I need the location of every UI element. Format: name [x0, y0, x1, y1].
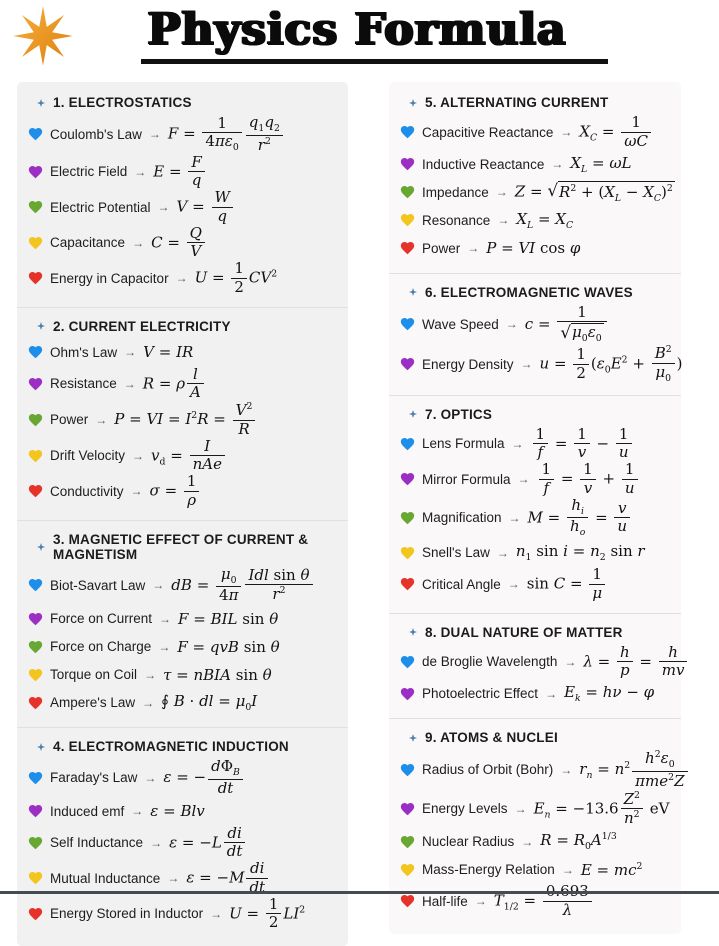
blue-heart-icon: [399, 124, 416, 140]
section-title: 9. ATOMS & NUCLEI: [425, 730, 558, 745]
green-heart-icon: [27, 835, 44, 851]
red-heart-icon: [27, 695, 44, 711]
formula-math: $X_C$ = $\frac{1}{\omega C}$: [579, 115, 653, 150]
formula-math: E = $\frac{F}{q}$: [153, 155, 206, 190]
formula-row-impedance: [399, 179, 673, 206]
formula-row-drift-velocity: [27, 436, 340, 474]
arrow-icon: →: [134, 164, 147, 179]
formula-label: Force on Current: [50, 611, 153, 626]
formula-math: $E_k = h\nu - \varphi$: [564, 683, 655, 704]
formula-row-electric-field: [27, 152, 340, 190]
section-header: [409, 407, 673, 422]
formula-math: U = $\frac{1}{2}$ $LI^2$: [229, 894, 306, 932]
green-heart-icon: [27, 199, 44, 215]
arrow-icon: →: [514, 801, 527, 816]
arrow-icon: →: [496, 545, 509, 560]
purple-heart-icon: [27, 611, 44, 627]
formula-label: Energy Density: [422, 356, 514, 372]
formula-math: λ = $\frac{h}{p}$ = $\frac{h}{mv}$: [583, 645, 689, 680]
section-title: 2. CURRENT ELECTRICITY: [53, 318, 231, 334]
formula-row-resistance: [27, 364, 340, 402]
arrow-icon: →: [560, 762, 573, 777]
arrow-icon: →: [175, 271, 188, 286]
formula-row-half-life: [399, 884, 673, 919]
formula-label: Critical Angle: [422, 576, 501, 592]
formula-row-critical-angle: [399, 567, 673, 602]
formula-math: M = $\frac{h_i}{h_o}$ = $\frac{v}{u}$: [528, 498, 633, 539]
formula-label: Torque on Coil: [50, 667, 138, 682]
formula-row-power: [399, 235, 673, 262]
formula-row-ohm-s-law: [27, 339, 340, 366]
formula-label: Induced emf: [50, 803, 125, 819]
arrow-icon: →: [497, 213, 510, 227]
page-header: [0, 0, 719, 82]
formula-math: sin C = $\frac{1}{\mu}$: [527, 567, 607, 602]
formula-label: Electric Potential: [50, 199, 151, 215]
section-header: [37, 95, 340, 110]
arrow-icon: →: [150, 835, 163, 850]
sparkle-bullet-icon: [37, 322, 45, 330]
arrow-icon: →: [144, 770, 157, 785]
formula-label: Power: [50, 412, 89, 428]
arrow-icon: →: [521, 834, 534, 849]
purple-heart-icon: [27, 376, 44, 392]
formula-row-radius-of-orbit-bohr: [399, 749, 685, 790]
formula-math: u = $\frac{1}{2}$ ($\varepsilon_0E^2$ + $\frac{B^2}{\mu_0}$ ): [539, 344, 683, 384]
yellow-heart-icon: [27, 235, 44, 251]
formula-label: Nuclear Radius: [422, 834, 515, 849]
sparkle-bullet-icon: [409, 628, 417, 636]
arrow-icon: →: [152, 578, 165, 593]
section-header: [37, 319, 340, 334]
formula-row-ampere-s-law: [27, 689, 340, 716]
formula-label: Magnification: [422, 510, 502, 526]
arrow-icon: →: [508, 510, 521, 525]
arrow-icon: →: [474, 894, 487, 909]
formula-label: Ampere's Law: [50, 695, 136, 710]
red-heart-icon: [399, 893, 416, 909]
formula-row-snell-s-law: [399, 539, 673, 566]
formula-label: Energy Stored in Inductor: [50, 906, 204, 922]
sparkle-bullet-icon: [37, 743, 45, 751]
arrow-icon: →: [210, 906, 223, 921]
formula-math: V = IR: [143, 343, 194, 361]
sparkle-bullet-icon: [37, 99, 45, 107]
formula-math: c = 1 √ $\mu_0\varepsilon_0$: [525, 305, 609, 345]
formula-math: F = qvB sin θ: [177, 637, 280, 656]
formula-math: σ = $\frac{1}{\rho}$: [150, 474, 202, 509]
formula-label: Electric Field: [50, 164, 128, 180]
arrow-icon: →: [148, 127, 161, 142]
formula-row-energy-levels: [399, 791, 673, 828]
formula-label: Force on Charge: [50, 639, 152, 654]
yellow-heart-icon: [399, 212, 416, 228]
section-title: 6. ELECTROMAGNETIC WAVES: [425, 284, 633, 300]
formula-math: $T_{1/2}$ = $\frac{0.693}{\lambda}$: [494, 884, 594, 919]
arrow-icon: →: [131, 804, 144, 818]
arrow-icon: →: [157, 200, 170, 215]
formula-label: Energy in Capacitor: [50, 270, 169, 286]
green-heart-icon: [399, 184, 416, 200]
formula-row-lens-formula: [399, 424, 673, 462]
formula-row-energy-stored-in-inductor: [27, 894, 340, 932]
green-heart-icon: [27, 639, 44, 655]
formula-math: R = ρ $\frac{l}{A}$: [143, 367, 206, 402]
section-title: 8. DUAL NATURE OF MATTER: [425, 624, 623, 640]
formula-math: ∮ B · dl = $\mu_0I$: [161, 692, 258, 713]
section-title: 3. MAGNETIC EFFECT OF CURRENT & MAGNETISM: [53, 531, 309, 562]
title-wrap: [30, 0, 719, 64]
formula-math: F = BIL sin θ: [178, 609, 279, 628]
arrow-icon: →: [560, 125, 573, 140]
section-card-current-electricity: [17, 307, 348, 520]
section-card-magnetic-effect-of-current-magnetism: [17, 520, 348, 728]
formula-math: $X_L = \omega L$: [570, 153, 632, 175]
yellow-heart-icon: [27, 667, 44, 683]
purple-heart-icon: [399, 686, 416, 702]
starburst-icon: [12, 5, 74, 67]
formula-row-force-on-current: [27, 605, 340, 632]
arrow-icon: →: [142, 695, 155, 710]
formula-label: Lens Formula: [422, 436, 505, 452]
formula-row-de-broglie-wavelength: [399, 642, 685, 680]
formula-label: Wave Speed: [422, 316, 499, 332]
bottom-divider: [0, 891, 719, 894]
arrow-icon: →: [520, 357, 533, 372]
formula-math: $\frac{1}{f}$ = $\frac{1}{v}$ − $\frac{1}{u}$: [531, 427, 634, 462]
section-card-atoms-nuclei: [389, 718, 685, 930]
formula-label: Impedance: [422, 184, 489, 200]
formula-math: V = $\frac{W}{q}$: [177, 190, 235, 225]
arrow-icon: →: [158, 639, 171, 654]
arrow-icon: →: [495, 185, 508, 199]
formula-row-electric-potential: [27, 190, 340, 225]
arrow-icon: →: [564, 654, 577, 669]
formula-math: P = VI cos φ: [486, 239, 581, 257]
page-title: Physics Formula: [141, 6, 608, 64]
formula-math: τ = nBIA sin θ: [163, 665, 272, 684]
formula-math: $n_1$ $\sin i = n_2$ sin r: [515, 542, 645, 563]
formula-math: F = $\frac{1}{4\pi\varepsilon_0}$ $\frac{q_1q_2}{r^2}$: [168, 115, 285, 154]
formula-math: Z = √ $R^2 + (X_L - X_C)^2$: [514, 179, 673, 204]
blue-heart-icon: [399, 762, 416, 778]
formula-label: de Broglie Wavelength: [422, 654, 558, 670]
content-columns: [0, 82, 719, 946]
yellow-heart-icon: [27, 870, 44, 886]
formula-row-resonance: [399, 207, 673, 234]
sparkle-bullet-icon: [409, 99, 417, 107]
blue-heart-icon: [27, 770, 44, 786]
section-title: 5. ALTERNATING CURRENT: [425, 95, 609, 110]
arrow-icon: →: [507, 577, 520, 592]
formula-label: Capacitive Reactance: [422, 124, 554, 140]
purple-heart-icon: [27, 164, 44, 180]
section-header: [409, 95, 673, 110]
green-heart-icon: [27, 412, 44, 428]
formula-math: $E = mc^2$: [580, 860, 643, 879]
green-heart-icon: [399, 510, 416, 526]
purple-heart-icon: [399, 356, 416, 372]
formula-math: $E_n = -13.6$ $\frac{Z^2}{n^2}$ eV: [533, 789, 670, 828]
formula-math: U = $\frac{1}{2}$ $CV^2$: [194, 259, 278, 296]
section-title: 1. ELECTROSTATICS: [53, 95, 192, 110]
section-card-electromagnetic-induction: [17, 727, 348, 942]
section-title: 4. ELECTROMAGNETIC INDUCTION: [53, 739, 289, 754]
arrow-icon: →: [561, 862, 574, 877]
section-card-electromagnetic-waves: [389, 273, 681, 395]
red-heart-icon: [27, 270, 44, 286]
section-card-dual-nature-of-matter: [389, 613, 685, 719]
formula-label: Mutual Inductance: [50, 870, 161, 886]
formula-label: Snell's Law: [422, 545, 490, 560]
sparkle-bullet-icon: [409, 288, 417, 296]
blue-heart-icon: [27, 344, 44, 360]
formula-math: $R = R_0A^{1/3}$: [540, 831, 617, 852]
formula-label: Self Inductance: [50, 835, 144, 851]
sparkle-bullet-icon: [409, 734, 417, 742]
blue-heart-icon: [399, 436, 416, 452]
yellow-heart-icon: [27, 448, 44, 464]
formula-row-coulomb-s-law: [27, 115, 340, 154]
blue-heart-icon: [27, 126, 44, 142]
green-heart-icon: [399, 834, 416, 850]
arrow-icon: →: [124, 345, 137, 359]
arrow-icon: →: [505, 317, 518, 332]
formula-label: Ohm's Law: [50, 344, 118, 360]
formula-label: Mass-Energy Relation: [422, 862, 555, 877]
formula-label: Power: [422, 240, 461, 256]
arrow-icon: →: [159, 611, 172, 626]
section-header: [409, 285, 673, 300]
formula-math: P = VI = $I^2R$ = $\frac{V^2}{R}$: [114, 402, 257, 438]
purple-heart-icon: [399, 156, 416, 172]
arrow-icon: →: [167, 871, 180, 886]
formula-row-nuclear-radius: [399, 828, 673, 855]
formula-row-capacitive-reactance: [399, 115, 673, 150]
red-heart-icon: [27, 483, 44, 499]
left-column: [17, 82, 348, 946]
arrow-icon: →: [130, 484, 143, 499]
purple-heart-icon: [399, 801, 416, 817]
red-heart-icon: [27, 906, 44, 922]
arrow-icon: →: [467, 241, 480, 255]
section-header: [409, 730, 673, 745]
formula-math: dB = $\frac{\mu_0}{4\pi}$ Idl sin θ $r^2$: [171, 567, 314, 605]
formula-label: Biot-Savart Law: [50, 577, 146, 593]
formula-row-energy-density: [399, 344, 683, 384]
red-heart-icon: [399, 240, 416, 256]
section-header: [37, 532, 340, 562]
arrow-icon: →: [551, 157, 564, 171]
section-title: 7. OPTICS: [425, 406, 493, 422]
formula-label: Faraday's Law: [50, 770, 138, 786]
formula-row-faraday-s-law: [27, 759, 340, 797]
formula-math: $\frac{1}{f}$ = $\frac{1}{v}$ + $\frac{1}{u}$: [537, 462, 640, 497]
arrow-icon: →: [144, 667, 157, 682]
formula-row-mass-energy-relation: [399, 856, 673, 883]
sparkle-bullet-icon: [409, 410, 417, 418]
formula-row-force-on-charge: [27, 633, 340, 660]
formula-row-conductivity: [27, 474, 340, 509]
formula-row-photoelectric-effect: [399, 680, 673, 707]
formula-label: Photoelectric Effect: [422, 686, 539, 701]
formula-row-biot-savart-law: [27, 564, 340, 605]
section-card-optics: [389, 395, 681, 613]
section-header: [37, 739, 340, 754]
red-heart-icon: [399, 576, 416, 592]
formula-label: Resonance: [422, 212, 491, 228]
formula-label: Conductivity: [50, 483, 124, 499]
formula-label: Radius of Orbit (Bohr): [422, 762, 554, 778]
section-header: [409, 625, 673, 640]
formula-row-self-inductance: [27, 823, 340, 861]
formula-math: ε = −L $\frac{di}{dt}$: [169, 826, 247, 861]
formula-row-wave-speed: [399, 302, 673, 345]
arrow-icon: →: [511, 436, 524, 451]
formula-math: $r_n = n^2$ $h^2\varepsilon_0$ πme$^2$Z: [579, 750, 689, 790]
yellow-heart-icon: [399, 862, 416, 878]
formula-row-inductive-reactance: [399, 151, 673, 178]
arrow-icon: →: [123, 376, 136, 391]
section-card-alternating-current: [389, 84, 681, 273]
formula-row-power: [27, 402, 340, 438]
formula-math: ε = −M $\frac{di}{dt}$: [186, 861, 270, 896]
arrow-icon: →: [132, 235, 145, 250]
yellow-heart-icon: [399, 545, 416, 561]
formula-row-energy-in-capacitor: [27, 261, 340, 296]
arrow-icon: →: [545, 686, 558, 701]
formula-label: Coulomb's Law: [50, 126, 142, 142]
blue-heart-icon: [27, 577, 44, 593]
formula-label: Mirror Formula: [422, 471, 511, 487]
purple-heart-icon: [399, 471, 416, 487]
formula-math: ε = − $d\Phi_B$ dt: [163, 759, 245, 797]
formula-row-mirror-formula: [399, 462, 673, 497]
formula-label: Energy Levels: [422, 801, 508, 817]
formula-row-torque-on-coil: [27, 661, 340, 688]
blue-heart-icon: [399, 316, 416, 332]
formula-label: Drift Velocity: [50, 448, 126, 464]
formula-row-capacitance: [27, 223, 340, 261]
arrow-icon: →: [95, 412, 108, 427]
formula-math: ε = Blv: [150, 802, 205, 820]
sparkle-bullet-icon: [37, 543, 45, 551]
section-card-electrostatics: [17, 84, 348, 307]
right-column: [389, 82, 685, 934]
purple-heart-icon: [27, 803, 44, 819]
formula-row-induced-emf: [27, 798, 340, 825]
formula-math: $v_d$ = I nAe: [151, 439, 227, 474]
formula-label: Resistance: [50, 376, 117, 392]
blue-heart-icon: [399, 654, 416, 670]
formula-label: Half-life: [422, 893, 468, 909]
formula-label: Inductive Reactance: [422, 156, 545, 172]
formula-label: Capacitance: [50, 235, 126, 251]
arrow-icon: →: [517, 472, 530, 487]
formula-row-magnification: [399, 495, 673, 539]
arrow-icon: →: [132, 448, 145, 463]
formula-math: $X_L = X_C$: [516, 209, 574, 231]
formula-math: C = $\frac{Q}{V}$: [151, 226, 207, 261]
